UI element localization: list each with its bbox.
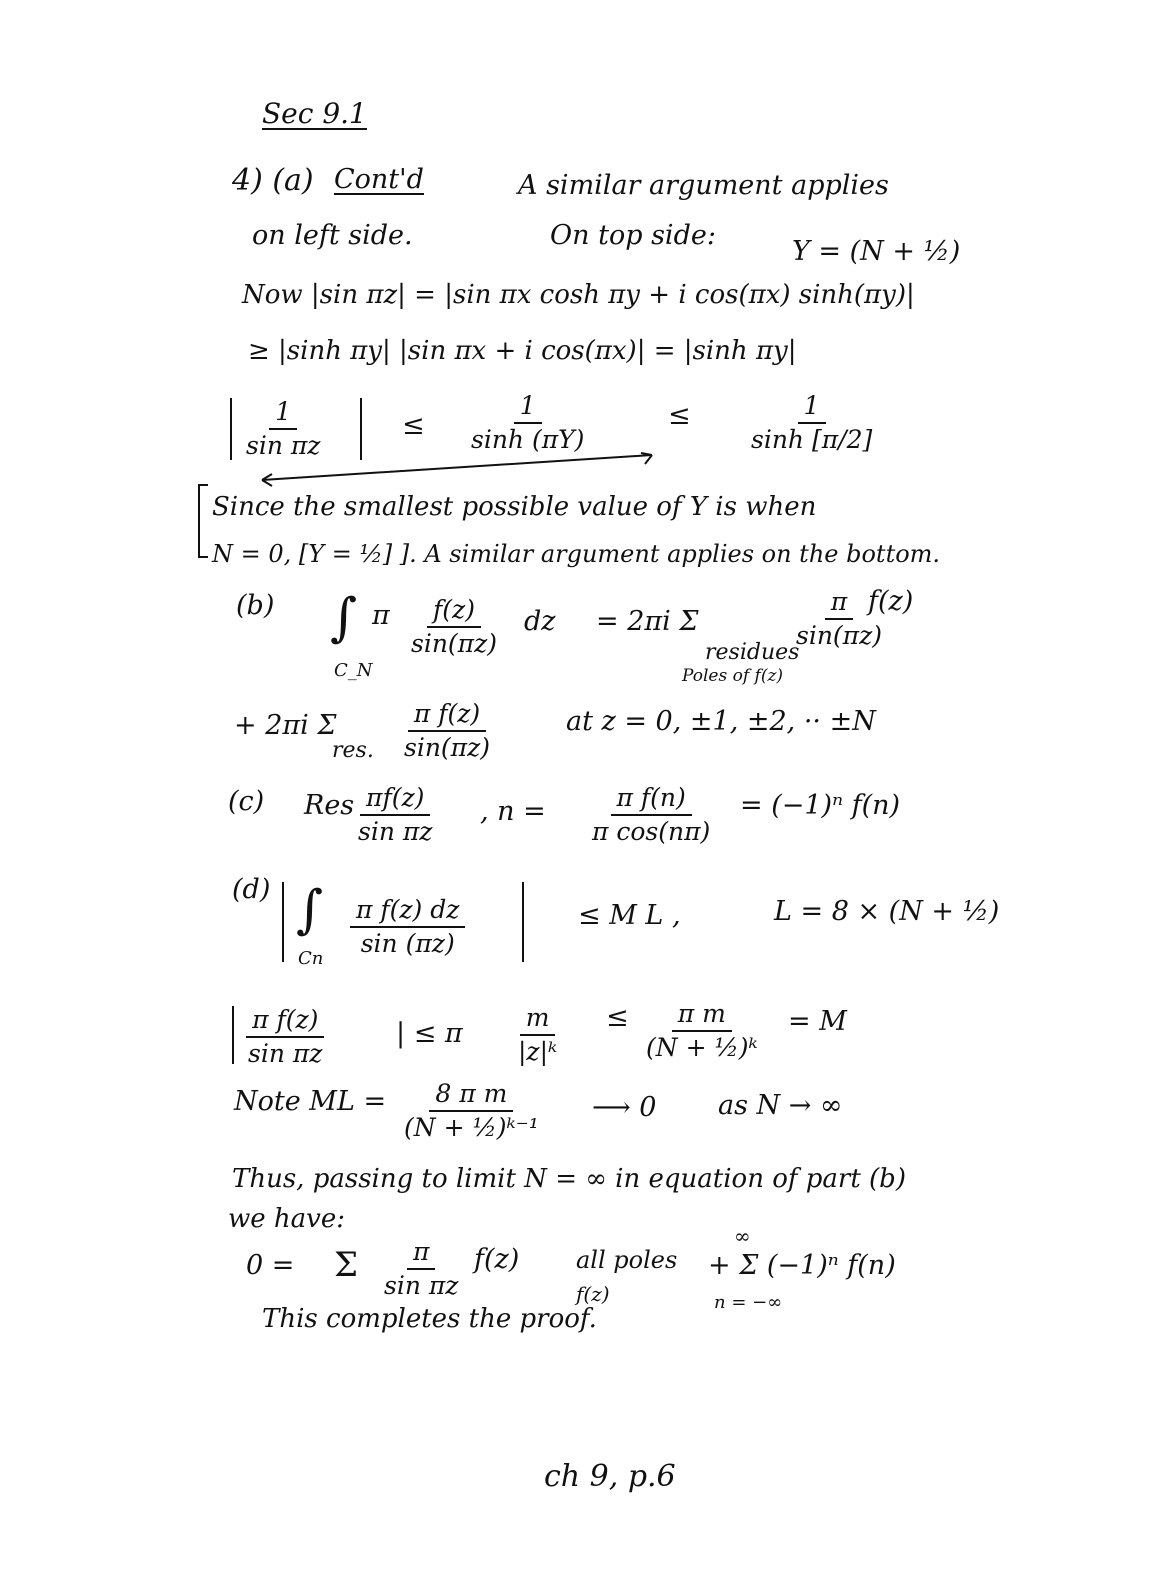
ineq-lhs-fraction: $\frac{1}{\text{sin πz}}$ [246, 397, 321, 460]
contour-cn-d: Cn [298, 948, 324, 969]
bound-le-pi: | ≤ π [396, 1018, 463, 1049]
le-symbol-2: ≤ [668, 400, 691, 431]
sum-top-limit: ∞ [734, 1224, 751, 1248]
contour-cn: C_N [334, 660, 373, 681]
note-as: as N → ∞ [718, 1090, 843, 1121]
note-fraction: $\frac{\text{8 π m}}{\text{(N + ½)ᵏ⁻¹}}$ [404, 1079, 539, 1142]
line2-y: Y = (N + ½) [792, 236, 961, 267]
dz-text: dz [524, 606, 556, 637]
abs-bar-d-left [282, 882, 284, 962]
le-ml: ≤ M L , [578, 900, 681, 931]
result-text: = (−1)ⁿ f(n) [740, 790, 901, 821]
conclusion-line-1: Thus, passing to limit N = ∞ in equation of part (b) [232, 1164, 906, 1194]
sum-bottom-limit: n = −∞ [714, 1292, 783, 1313]
bound-m-fraction: $\frac{m}{\text{|z|ᵏ}}$ [518, 1003, 558, 1066]
part-c-label: (c) [228, 786, 265, 817]
integrand-fraction: $\frac{f(z)}{\sin(\pi z)}$ [411, 595, 498, 658]
line4-text: ≥ |sinh πy| |sin πx + i cos(πx)| = |sinh πy| [248, 336, 797, 366]
d-integral-fraction: $\frac{\text{π f(z) dz}}{\sin (\pi z)}$ [350, 896, 465, 957]
sum-fraction: $\frac{\pi}{\text{sin πz}}$ [384, 1237, 459, 1300]
residue-fraction: $\frac{\pi}{\sin(\pi z)}$ [796, 587, 883, 650]
all-poles-sub: f(z) [576, 1282, 610, 1306]
ineq-mid-fraction: $\frac{1}{\sinh (\pi Y)}$ [471, 391, 585, 454]
part-b-label: (b) [236, 590, 275, 621]
note-label: Note ML = [234, 1086, 387, 1117]
line3-text: Now |sin πz| = |sin πx cosh πy + i cos(πx) sinh(πy)| [242, 280, 915, 310]
all-poles: all poles [576, 1246, 678, 1274]
le-symbol-1: ≤ [402, 410, 425, 441]
res-word: Res [304, 790, 355, 821]
ineq-rhs-fraction: $\frac{1}{\sinh [\pi/2]}$ [751, 391, 873, 454]
line1-text: A similar argument applies [518, 170, 889, 201]
since-line-2: N = 0, [Y = ½] ]. A similar argument applies on the bottom. [212, 540, 941, 568]
bound-le-2: ≤ [606, 1002, 629, 1033]
equals-M: = M [788, 1006, 847, 1037]
plus-sum-term: + Σ (−1)ⁿ f(n) [708, 1250, 896, 1281]
part-d-label: (d) [232, 874, 271, 905]
problem-label: 4) (a) [232, 163, 314, 198]
conclusion-line-2: we have: [228, 1204, 345, 1234]
bound-rhs-fraction: $\frac{\text{π m}}{\text{(N + ½)ᵏ}}$ [646, 999, 758, 1062]
integral-sign-d: ∫ [296, 880, 324, 940]
contd-label: Cont'd [334, 164, 424, 195]
note-arrow: ⟶ 0 [592, 1092, 657, 1123]
abs-bar-bound-left [232, 1006, 234, 1064]
plus-2pii-sum: + 2πi Σ [234, 710, 337, 741]
since-bracket [198, 484, 208, 558]
abs-bar-d-right [522, 882, 524, 962]
at-points: at z = 0, ±1, ±2, ·· ±N [566, 706, 876, 737]
zero-equals: 0 = [246, 1250, 295, 1281]
section-heading: Sec 9.1 [262, 97, 367, 130]
res-label: res. [332, 738, 374, 763]
equals-2pii-sum: = 2πi Σ [596, 606, 699, 637]
sigma-sum: Σ [334, 1245, 359, 1285]
integral-sign-b: ∫ [330, 588, 358, 648]
value-fraction: $\frac{\text{π f(n)}}{\text{π cos(nπ)}}$ [592, 783, 711, 846]
integrand-pi: π [372, 600, 390, 631]
conclusion-done: This completes the proof. [262, 1304, 597, 1334]
bound-lhs-fraction: $\frac{\text{π f(z)}}{\text{sin πz}}$ [248, 1005, 323, 1068]
page-footer: ch 9, p.6 [544, 1459, 676, 1494]
res-fraction: $\frac{\pi f(z)}{\text{sin πz}}$ [358, 783, 433, 846]
since-line-1: Since the smallest possible value of Y is when [212, 492, 817, 522]
term-fraction: $\frac{\text{π f(z)}}{\sin(\pi z)}$ [404, 699, 491, 762]
L-equation: L = 8 × (N + ½) [774, 896, 1000, 927]
residues-label: residues [705, 640, 800, 665]
poles-label: Poles of f(z) [682, 666, 784, 686]
line2-mid: On top side: [550, 220, 716, 251]
sum-fz: f(z) [474, 1244, 520, 1275]
line2-left: on left side. [252, 220, 413, 251]
residue-f: f(z) [868, 586, 914, 617]
comma-n: , n = [480, 796, 546, 827]
